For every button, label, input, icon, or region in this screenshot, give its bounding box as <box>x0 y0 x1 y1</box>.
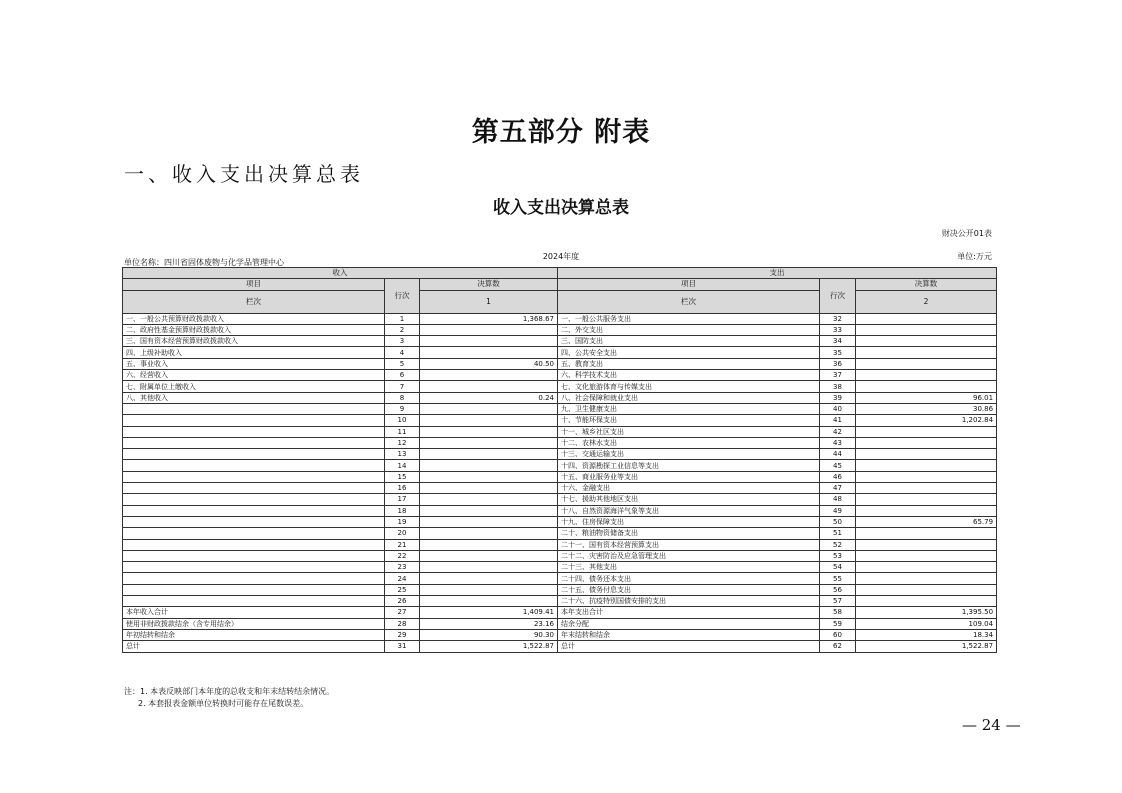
table-row <box>123 562 997 573</box>
income-item-cell: 二、政府性基金预算财政拨款收入 <box>123 324 385 335</box>
expense-line-no-cell: 35 <box>820 347 856 358</box>
expense-line-no-cell: 34 <box>820 336 856 347</box>
table-row <box>123 437 997 448</box>
expense-item-cell: 二十一、国有资本经营预算支出 <box>558 539 820 550</box>
income-item-cell <box>123 596 385 607</box>
expense-item-cell: 十五、商业服务业等支出 <box>558 471 820 482</box>
income-line-no-cell: 7 <box>385 381 420 392</box>
income-amount-cell <box>420 528 558 539</box>
table-row <box>123 550 997 561</box>
expense-item-cell: 十九、住房保障支出 <box>558 516 820 527</box>
expense-amount-cell <box>856 596 997 607</box>
expense-line-no-cell: 45 <box>820 460 856 471</box>
expense-line-no-cell: 58 <box>820 607 856 618</box>
income-amount-cell <box>420 505 558 516</box>
income-item-cell: 四、上级补助收入 <box>123 347 385 358</box>
table-row <box>123 596 997 607</box>
income-amount-cell <box>420 596 558 607</box>
expense-amount-cell: 1,522.87 <box>856 641 997 652</box>
expense-line-no-cell: 47 <box>820 483 856 494</box>
income-line-no-cell: 2 <box>385 324 420 335</box>
table-row <box>123 516 997 527</box>
header-row-columns <box>123 279 997 290</box>
header-row-index <box>123 290 997 313</box>
expense-line-no-cell: 59 <box>820 618 856 629</box>
expense-item-cell: 十一、城乡社区支出 <box>558 426 820 437</box>
expense-line-no-cell: 43 <box>820 437 856 448</box>
income-line-no-cell: 18 <box>385 505 420 516</box>
income-line-no-cell: 26 <box>385 596 420 607</box>
expense-line-no-cell: 33 <box>820 324 856 335</box>
table-row <box>123 347 997 358</box>
expense-amount-cell <box>856 505 997 516</box>
expense-line-no-header: 行次 <box>820 279 856 313</box>
expense-amount-cell <box>856 539 997 550</box>
expense-item-cell: 二十三、其他支出 <box>558 562 820 573</box>
income-amount-cell <box>420 381 558 392</box>
income-line-no-cell: 23 <box>385 562 420 573</box>
table-row <box>123 403 997 414</box>
expense-item-cell: 二十五、债务付息支出 <box>558 584 820 595</box>
expense-line-no-cell: 32 <box>820 313 856 324</box>
expense-line-no-cell: 53 <box>820 550 856 561</box>
expense-item-cell: 二十四、债务还本支出 <box>558 573 820 584</box>
expense-amount-cell: 18.34 <box>856 629 997 640</box>
income-amount-cell <box>420 449 558 460</box>
expense-item-cell: 十、节能环保支出 <box>558 415 820 426</box>
income-amount-cell <box>420 562 558 573</box>
income-line-no-cell: 19 <box>385 516 420 527</box>
expense-item-cell: 二十二、灾害防治及应急管理支出 <box>558 550 820 561</box>
income-item-cell <box>123 460 385 471</box>
expense-amount-cell: 30.86 <box>856 403 997 414</box>
expense-item-cell: 八、社会保障和就业支出 <box>558 392 820 403</box>
income-amount-header: 决算数 <box>420 279 558 290</box>
header-row-sections <box>123 268 997 279</box>
income-line-no-cell: 25 <box>385 584 420 595</box>
expense-line-no-cell: 36 <box>820 358 856 369</box>
expense-column-label: 栏次 <box>558 290 820 313</box>
expense-amount-cell <box>856 324 997 335</box>
income-item-cell: 七、附属单位上缴收入 <box>123 381 385 392</box>
expense-item-cell: 四、公共安全支出 <box>558 347 820 358</box>
expense-amount-cell <box>856 584 997 595</box>
expense-item-header: 项目 <box>558 279 820 290</box>
income-amount-cell <box>420 516 558 527</box>
income-line-no-cell: 20 <box>385 528 420 539</box>
page-number: — 24 — <box>962 716 1021 734</box>
table-row <box>123 505 997 516</box>
income-amount-cell <box>420 584 558 595</box>
expense-amount-cell <box>856 336 997 347</box>
income-amount-cell: 0.24 <box>420 392 558 403</box>
expense-amount-cell <box>856 460 997 471</box>
expense-amount-cell <box>856 573 997 584</box>
table-title: 收入支出决算总表 <box>493 198 629 218</box>
income-amount-cell <box>420 573 558 584</box>
income-item-cell <box>123 403 385 414</box>
table-row <box>123 415 997 426</box>
income-line-no-cell: 27 <box>385 607 420 618</box>
table-row <box>123 392 997 403</box>
table-row <box>123 426 997 437</box>
income-amount-cell <box>420 437 558 448</box>
income-line-no-header: 行次 <box>385 279 420 313</box>
expense-item-cell: 十七、援助其他地区支出 <box>558 494 820 505</box>
income-line-no-cell: 16 <box>385 483 420 494</box>
income-line-no-cell: 28 <box>385 618 420 629</box>
table-row <box>123 528 997 539</box>
income-item-cell <box>123 437 385 448</box>
income-item-cell: 使用非财政拨款结余（含专用结余） <box>123 618 385 629</box>
expense-item-cell: 十八、自然资源海洋气象等支出 <box>558 505 820 516</box>
income-amount-cell: 23.16 <box>420 618 558 629</box>
income-line-no-cell: 3 <box>385 336 420 347</box>
expense-line-no-cell: 50 <box>820 516 856 527</box>
income-amount-cell <box>420 550 558 561</box>
income-item-cell <box>123 449 385 460</box>
table-row <box>123 607 997 618</box>
table-row <box>123 618 997 629</box>
income-line-no-cell: 17 <box>385 494 420 505</box>
income-line-no-cell: 21 <box>385 539 420 550</box>
expense-header: 支出 <box>558 268 997 279</box>
income-item-cell: 本年收入合计 <box>123 607 385 618</box>
expense-item-cell: 结余分配 <box>558 618 820 629</box>
expense-amount-cell <box>856 449 997 460</box>
income-item-cell <box>123 505 385 516</box>
expense-item-cell: 三、国防支出 <box>558 336 820 347</box>
income-column-index: 1 <box>420 290 558 313</box>
income-line-no-cell: 29 <box>385 629 420 640</box>
income-item-cell: 总计 <box>123 641 385 652</box>
income-item-cell <box>123 426 385 437</box>
currency-unit: 单位:万元 <box>957 252 992 261</box>
income-amount-cell <box>420 336 558 347</box>
income-item-cell <box>123 539 385 550</box>
part-title: 第五部分 附表 <box>471 117 651 148</box>
expense-line-no-cell: 56 <box>820 584 856 595</box>
income-expense-table <box>122 267 997 653</box>
table-row <box>123 494 997 505</box>
income-line-no-cell: 11 <box>385 426 420 437</box>
income-amount-cell: 1,368.67 <box>420 313 558 324</box>
expense-amount-header: 决算数 <box>856 279 997 290</box>
expense-item-cell: 九、卫生健康支出 <box>558 403 820 414</box>
expense-item-cell: 十三、交通运输支出 <box>558 449 820 460</box>
income-line-no-cell: 13 <box>385 449 420 460</box>
table-row <box>123 629 997 640</box>
income-amount-cell <box>420 347 558 358</box>
income-item-cell: 六、经营收入 <box>123 370 385 381</box>
notes <box>124 686 334 710</box>
expense-line-no-cell: 41 <box>820 415 856 426</box>
expense-amount-cell <box>856 483 997 494</box>
expense-line-no-cell: 40 <box>820 403 856 414</box>
expense-item-cell: 总计 <box>558 641 820 652</box>
table-row <box>123 471 997 482</box>
expense-item-cell: 二、外交支出 <box>558 324 820 335</box>
income-amount-cell <box>420 324 558 335</box>
income-amount-cell <box>420 471 558 482</box>
income-line-no-cell: 5 <box>385 358 420 369</box>
note-2: 2. 本套报表金额单位转换时可能存在尾数误差。 <box>138 699 309 708</box>
expense-amount-cell <box>856 437 997 448</box>
table-row <box>123 584 997 595</box>
income-line-no-cell: 12 <box>385 437 420 448</box>
income-line-no-cell: 1 <box>385 313 420 324</box>
income-amount-cell <box>420 494 558 505</box>
income-item-cell: 年初结转和结余 <box>123 629 385 640</box>
expense-item-cell: 十二、农林水支出 <box>558 437 820 448</box>
income-amount-cell <box>420 539 558 550</box>
income-item-cell: 一、一般公共预算财政拨款收入 <box>123 313 385 324</box>
expense-line-no-cell: 62 <box>820 641 856 652</box>
income-amount-cell <box>420 415 558 426</box>
income-item-header: 项目 <box>123 279 385 290</box>
expense-amount-cell: 1,202.84 <box>856 415 997 426</box>
table-row <box>123 358 997 369</box>
income-amount-cell <box>420 426 558 437</box>
expense-item-cell: 一、一般公共服务支出 <box>558 313 820 324</box>
expense-amount-cell <box>856 347 997 358</box>
expense-line-no-cell: 55 <box>820 573 856 584</box>
expense-amount-cell <box>856 358 997 369</box>
expense-line-no-cell: 37 <box>820 370 856 381</box>
income-item-cell <box>123 494 385 505</box>
expense-amount-cell: 109.04 <box>856 618 997 629</box>
income-item-cell <box>123 483 385 494</box>
income-item-cell <box>123 550 385 561</box>
income-line-no-cell: 4 <box>385 347 420 358</box>
expense-amount-cell <box>856 528 997 539</box>
expense-item-cell: 二十六、抗疫特别国债安排的支出 <box>558 596 820 607</box>
table-row <box>123 460 997 471</box>
table-row <box>123 573 997 584</box>
income-amount-cell <box>420 460 558 471</box>
expense-item-cell: 五、教育支出 <box>558 358 820 369</box>
expense-line-no-cell: 39 <box>820 392 856 403</box>
income-header: 收入 <box>123 268 558 279</box>
expense-amount-cell <box>856 562 997 573</box>
income-line-no-cell: 8 <box>385 392 420 403</box>
income-item-cell <box>123 562 385 573</box>
expense-item-cell: 七、文化旅游体育与传媒支出 <box>558 381 820 392</box>
income-line-no-cell: 31 <box>385 641 420 652</box>
expense-item-cell: 年末结转和结余 <box>558 629 820 640</box>
expense-amount-cell <box>856 426 997 437</box>
income-item-cell: 八、其他收入 <box>123 392 385 403</box>
expense-amount-cell <box>856 313 997 324</box>
fiscal-year: 2024年度 <box>542 252 580 261</box>
expense-amount-cell: 1,395.50 <box>856 607 997 618</box>
income-item-cell <box>123 573 385 584</box>
table-row <box>123 381 997 392</box>
expense-line-no-cell: 52 <box>820 539 856 550</box>
income-line-no-cell: 14 <box>385 460 420 471</box>
income-amount-cell: 90.30 <box>420 629 558 640</box>
income-amount-cell: 1,522.87 <box>420 641 558 652</box>
table-row <box>123 449 997 460</box>
expense-amount-cell <box>856 381 997 392</box>
income-line-no-cell: 22 <box>385 550 420 561</box>
income-item-cell <box>123 584 385 595</box>
income-item-cell <box>123 528 385 539</box>
income-item-cell <box>123 516 385 527</box>
income-item-cell: 三、国有资本经营预算财政拨款收入 <box>123 336 385 347</box>
expense-amount-cell <box>856 471 997 482</box>
income-column-label: 栏次 <box>123 290 385 313</box>
expense-line-no-cell: 57 <box>820 596 856 607</box>
expense-line-no-cell: 48 <box>820 494 856 505</box>
income-item-cell <box>123 471 385 482</box>
expense-amount-cell <box>856 494 997 505</box>
income-line-no-cell: 24 <box>385 573 420 584</box>
expense-line-no-cell: 49 <box>820 505 856 516</box>
expense-item-cell: 六、科学技术支出 <box>558 370 820 381</box>
income-item-cell: 五、事业收入 <box>123 358 385 369</box>
income-amount-cell: 1,409.41 <box>420 607 558 618</box>
expense-amount-cell <box>856 550 997 561</box>
income-line-no-cell: 9 <box>385 403 420 414</box>
table-row <box>123 313 997 324</box>
income-line-no-cell: 10 <box>385 415 420 426</box>
income-amount-cell: 40.50 <box>420 358 558 369</box>
table-row <box>123 539 997 550</box>
section-title: 一、收入支出决算总表 <box>124 162 364 186</box>
table-row <box>123 370 997 381</box>
expense-column-index: 2 <box>856 290 997 313</box>
table-row <box>123 324 997 335</box>
income-amount-cell <box>420 483 558 494</box>
expense-amount-cell <box>856 370 997 381</box>
unit-name: 单位名称：四川省固体废物与化学品管理中心 <box>124 258 284 267</box>
note-1: 注：1. 本表反映部门本年度的总收支和年末结转结余情况。 <box>124 687 335 696</box>
table-row <box>123 483 997 494</box>
income-item-cell <box>123 415 385 426</box>
expense-amount-cell: 96.01 <box>856 392 997 403</box>
expense-amount-cell: 65.79 <box>856 516 997 527</box>
expense-line-no-cell: 46 <box>820 471 856 482</box>
expense-line-no-cell: 60 <box>820 629 856 640</box>
expense-item-cell: 本年支出合计 <box>558 607 820 618</box>
income-amount-cell <box>420 370 558 381</box>
income-amount-cell <box>420 403 558 414</box>
table-row <box>123 336 997 347</box>
table-row <box>123 641 997 652</box>
expense-line-no-cell: 54 <box>820 562 856 573</box>
expense-line-no-cell: 51 <box>820 528 856 539</box>
expense-item-cell: 十六、金融支出 <box>558 483 820 494</box>
income-line-no-cell: 15 <box>385 471 420 482</box>
expense-line-no-cell: 44 <box>820 449 856 460</box>
form-code: 财决公开01表 <box>941 229 992 238</box>
income-line-no-cell: 6 <box>385 370 420 381</box>
expense-line-no-cell: 38 <box>820 381 856 392</box>
expense-item-cell: 二十、粮油物资储备支出 <box>558 528 820 539</box>
expense-line-no-cell: 42 <box>820 426 856 437</box>
expense-item-cell: 十四、资源勘探工业信息等支出 <box>558 460 820 471</box>
